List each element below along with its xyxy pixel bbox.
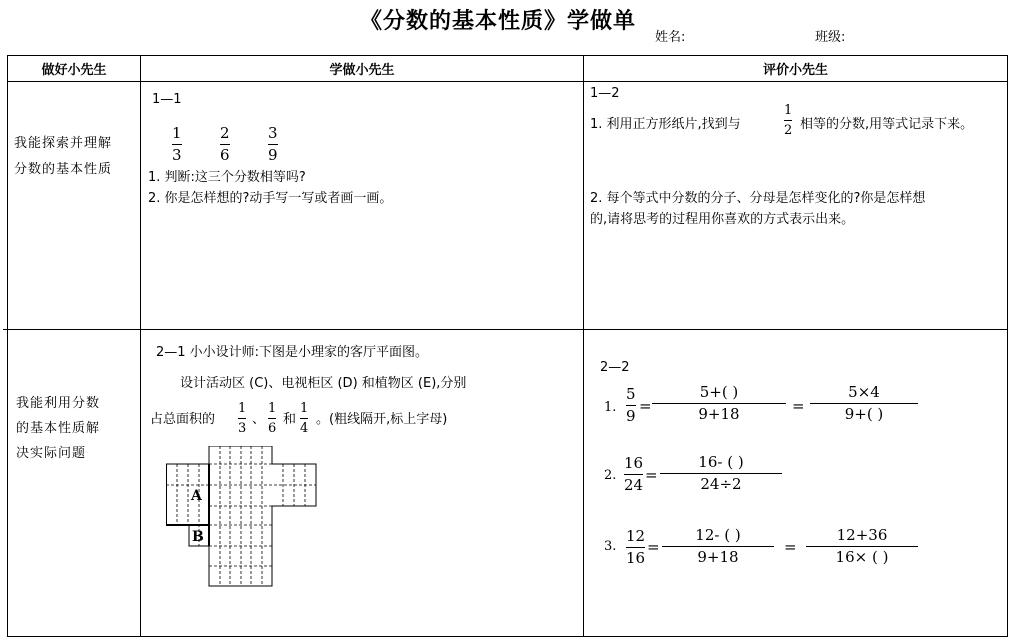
column-divider-2 <box>583 55 584 637</box>
section-1-2-id: 1—2 <box>590 86 620 101</box>
table-top-border <box>7 55 1008 56</box>
equation-1-middle-fraction: 5+( ) 9+18 <box>652 385 786 422</box>
question-1-1-b: 2. 你是怎样想的?动手写一写或者画一画。 <box>148 191 393 206</box>
question-1-2-a-post: 相等的分数,用等式记录下来。 <box>800 117 974 132</box>
fraction-area-e: 1 4 <box>300 401 309 436</box>
fraction-2-6: 2 6 <box>220 124 230 164</box>
name-label: 姓名: <box>655 30 686 45</box>
fraction-area-d: 1 6 <box>268 401 277 436</box>
equation-3-equals: = <box>647 538 660 556</box>
equation-1-left-fraction: 5 9 <box>626 385 636 425</box>
page-title: 《分数的基本性质》学做单 <box>360 8 637 34</box>
question-1-2-a-pre: 1. 利用正方形纸片,找到与 <box>590 117 741 132</box>
fraction-3-9: 3 9 <box>268 124 278 164</box>
row1-label-line1: 我能探索并理解 <box>14 136 113 151</box>
question-1-1-a: 1. 判断:这三个分数相等吗? <box>148 170 306 185</box>
table-left-border <box>7 55 8 637</box>
row-divider <box>3 329 1008 330</box>
equation-3-number: 3. <box>604 539 617 554</box>
class-label: 班级: <box>815 30 846 45</box>
row2-label-line2: 的基本性质解 <box>16 421 101 436</box>
equation-3-right-fraction: 12+36 16× ( ) <box>806 528 918 565</box>
equation-2-middle-fraction: 16- ( ) 24÷2 <box>660 455 782 492</box>
floor-plan-grid <box>166 446 320 588</box>
section-2-1-line2: 设计活动区 (C)、电视柜区 (D) 和植物区 (E),分别 <box>180 376 467 391</box>
question-1-2-b-line2: 的,请将思考的过程用你喜欢的方式表示出来。 <box>590 212 855 227</box>
section-1-1-id: 1—1 <box>152 92 182 107</box>
table-bottom-border <box>7 636 1008 637</box>
question-1-2-b-line1: 2. 每个等式中分数的分子、分母是怎样变化的?你是怎样想 <box>590 191 926 206</box>
equation-3-left-fraction: 12 16 <box>626 527 646 567</box>
section-2-1-line3-post: 。(粗线隔开,标上字母) <box>316 412 448 427</box>
equation-1-equals: = <box>639 397 652 415</box>
fraction-area-c: 1 3 <box>238 401 247 436</box>
fraction-1-2: 1 2 <box>784 103 793 138</box>
header-col-3: 评价小先生 <box>762 63 828 78</box>
separator-2: 和 <box>283 412 297 427</box>
equation-1-number: 1. <box>604 400 617 415</box>
row1-label-line2: 分数的基本性质 <box>14 162 113 177</box>
section-2-2-id: 2—2 <box>600 360 630 375</box>
equation-2-number: 2. <box>604 468 617 483</box>
floor-plan-label-a: A <box>191 488 202 504</box>
equation-3-equals-right: = <box>784 538 797 556</box>
equation-1-equals-right: = <box>792 397 805 415</box>
row2-label-line1: 我能利用分数 <box>16 396 101 411</box>
equation-1-right-fraction: 5×4 9+( ) <box>810 385 918 422</box>
floor-plan-label-b: B <box>192 529 204 545</box>
equation-3-middle-fraction: 12- ( ) 9+18 <box>662 528 774 565</box>
column-divider-1 <box>140 55 141 637</box>
equation-2-equals: = <box>645 466 658 484</box>
row2-label-line3: 决实际问题 <box>16 446 87 461</box>
section-2-1-title: 2—1 小小设计师:下图是小理家的客厅平面图。 <box>156 345 429 360</box>
equation-2-left-fraction: 16 24 <box>624 454 644 494</box>
separator-1: 、 <box>252 412 266 427</box>
header-col-2: 学做小先生 <box>329 63 395 78</box>
fraction-1-3: 1 3 <box>172 124 182 164</box>
header-bottom-border <box>7 81 1008 82</box>
section-2-1-line3-pre: 占总面积的 <box>150 412 216 427</box>
header-col-1: 做好小先生 <box>41 63 107 78</box>
table-right-border <box>1007 55 1008 637</box>
